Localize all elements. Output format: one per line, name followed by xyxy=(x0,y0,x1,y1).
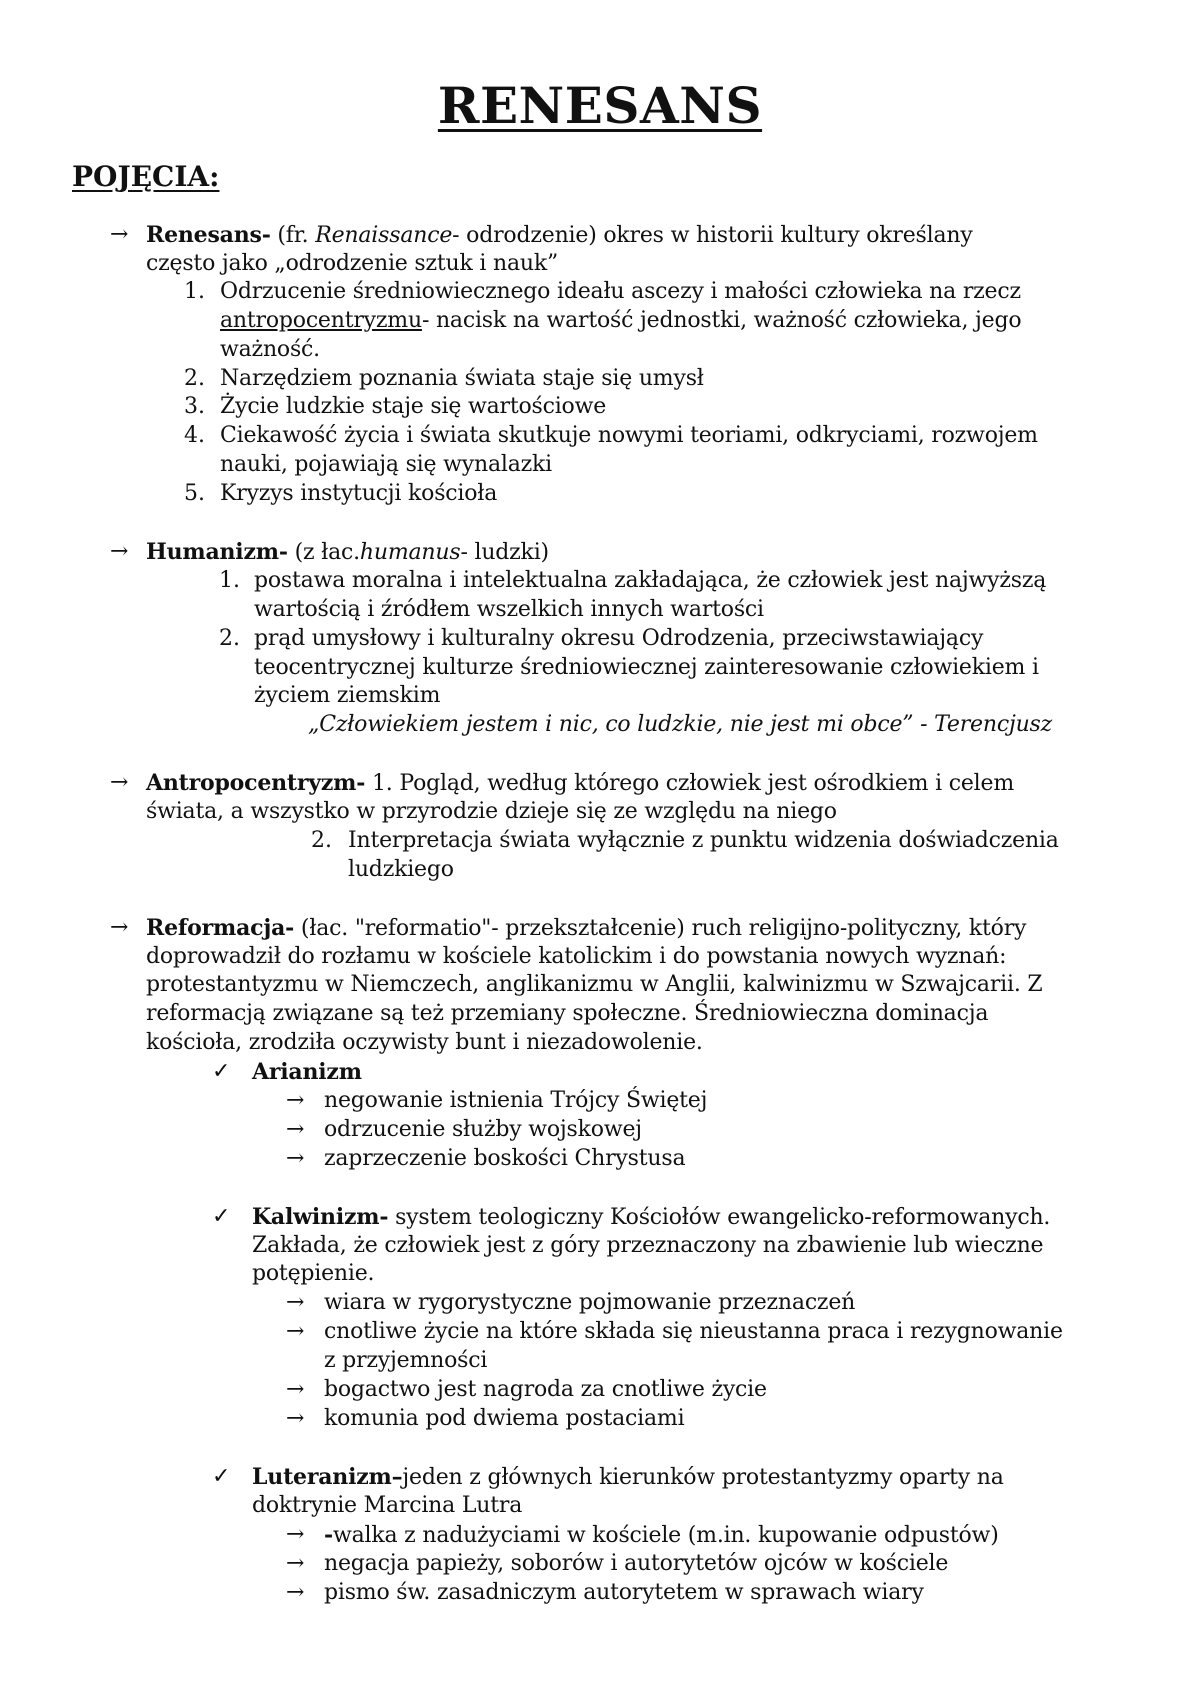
reformacja-definition-line-1: Reformacja- (łac. "reformatio"- przekształcenie) ruch religijno-polityczny, który xyxy=(146,915,1027,941)
list-item-continuation: życiem ziemskim xyxy=(254,683,441,708)
antropocentryzm-definition-line-1: Antropocentryzm- 1. Pogląd, według którego człowiek jest ośrodkiem i celem xyxy=(146,770,1014,796)
arrow-icon: → xyxy=(110,915,129,940)
list-item: Kryzys instytucji kościoła xyxy=(220,481,498,506)
arianizm-point: zaprzeczenie boskości Chrystusa xyxy=(324,1146,686,1171)
kalwinizm-point: cnotliwe życie na które składa się nieustanna praca i rezygnowanie xyxy=(324,1319,1063,1344)
luteranizm-point: pismo św. zasadniczym autorytetem w sprawach wiary xyxy=(324,1580,924,1605)
arianizm-point: odrzucenie służby wojskowej xyxy=(324,1117,642,1142)
arrow-icon: → xyxy=(286,1406,305,1431)
list-item: postawa moralna i intelektualna zakładająca, że człowiek jest najwyższą xyxy=(254,568,1047,593)
arrow-icon: → xyxy=(286,1088,305,1113)
reformacja-definition-line: kościoła, zrodziła oczywisty bunt i niezadowolenie. xyxy=(146,1030,703,1055)
antropocentryzm-definition-line-2: świata, a wszystko w przyrodzie dzieje się ze względu na niego xyxy=(146,799,837,824)
page-title: RENESANS xyxy=(437,76,763,135)
list-item: Życie ludzkie staje się wartościowe xyxy=(220,394,607,419)
list-number: 4. xyxy=(184,423,205,448)
renesans-definition-line-2: często jako „odrodzenie sztuk i nauk” xyxy=(146,251,559,276)
list-item-continuation: nauki, pojawiają się wynalazki xyxy=(220,452,552,477)
section-heading: POJĘCIA: xyxy=(72,160,220,193)
quote-terencjusz: „Człowiekiem jestem i nic, co ludzkie, nie jest mi obce” - Terencjusz xyxy=(308,712,1053,737)
arrow-icon: → xyxy=(110,222,129,247)
list-item: Narzędziem poznania świata staje się umysł xyxy=(220,366,704,391)
arrow-icon: → xyxy=(286,1146,305,1171)
arrow-icon: → xyxy=(286,1319,305,1344)
arrow-icon: → xyxy=(286,1290,305,1315)
list-number: 2. xyxy=(184,366,205,391)
reformacja-definition-line: protestantyzmu w Niemczech, anglikanizmu w Anglii, kalwinizmu w Szwajcarii. Z xyxy=(146,972,1043,997)
kalwinizm-definition-line-1: Kalwinizm- system teologiczny Kościołów ewangelicko-reformowanych. xyxy=(252,1204,1051,1230)
list-number: 2. xyxy=(219,626,240,651)
arianizm-point: negowanie istnienia Trójcy Świętej xyxy=(324,1088,708,1113)
term-luteranizm: Luteranizm– xyxy=(252,1464,403,1490)
kalwinizm-definition-line-3: potępienie. xyxy=(252,1261,375,1286)
term-humanizm: Humanizm- xyxy=(146,539,288,565)
arrow-icon: → xyxy=(110,770,129,795)
renesans-definition-line-1: Renesans- (fr. Renaissance- odrodzenie) okres w historii kultury określany xyxy=(146,222,973,248)
kalwinizm-point: wiara w rygorystyczne pojmowanie przeznaczeń xyxy=(324,1290,856,1315)
term-renesans: Renesans- xyxy=(146,222,271,248)
list-item: prąd umysłowy i kulturalny okresu Odrodzenia, przeciwstawiający xyxy=(254,626,984,651)
list-item-continuation: ludzkiego xyxy=(348,857,454,882)
term-arianizm: Arianizm xyxy=(252,1059,362,1085)
kalwinizm-point: komunia pod dwiema postaciami xyxy=(324,1406,685,1431)
list-number: 5. xyxy=(184,481,205,506)
term-kalwinizm: Kalwinizm- xyxy=(252,1204,389,1230)
list-item-continuation: ważność. xyxy=(220,337,320,362)
arrow-icon: → xyxy=(286,1117,305,1142)
list-number: 3. xyxy=(184,394,205,419)
arrow-icon: → xyxy=(286,1551,305,1576)
checkmark-icon: ✓ xyxy=(212,1464,231,1489)
checkmark-icon: ✓ xyxy=(212,1204,231,1229)
list-item-continuation: wartością i źródłem wszelkich innych wartości xyxy=(254,597,764,622)
list-item: Interpretacja świata wyłącznie z punktu widzenia doświadczenia xyxy=(348,828,1059,853)
term-antropocentryzm: Antropocentryzm- xyxy=(146,770,366,796)
list-item-continuation: teocentrycznej kulturze średniowiecznej zainteresowanie człowiekiem i xyxy=(254,655,1039,680)
checkmark-icon: ✓ xyxy=(212,1059,231,1084)
luteranizm-definition-line-2: doktrynie Marcina Lutra xyxy=(252,1493,523,1518)
list-number: 1. xyxy=(219,568,240,593)
arrow-icon: → xyxy=(286,1522,305,1547)
luteranizm-definition-line-1: Luteranizm–jeden z głównych kierunków protestantyzmy oparty na xyxy=(252,1464,1004,1490)
list-item-continuation: antropocentryzmu- nacisk na wartość jednostki, ważność człowieka, jego xyxy=(220,308,1022,333)
humanizm-definition-line-1: Humanizm- (z łac.humanus- ludzki) xyxy=(146,539,549,565)
list-item: Odrzucenie średniowiecznego ideału ascezy i małości człowieka na rzecz xyxy=(220,279,1021,304)
kalwinizm-point: bogactwo jest nagroda za cnotliwe życie xyxy=(324,1377,767,1402)
list-number: 1. xyxy=(184,279,205,304)
list-item: Ciekawość życia i świata skutkuje nowymi teoriami, odkryciami, rozwojem xyxy=(220,423,1038,448)
kalwinizm-point-continuation: z przyjemności xyxy=(324,1348,488,1373)
term-reformacja: Reformacja- xyxy=(146,915,295,941)
luteranizm-point: -walka z nadużyciami w kościele (m.in. kupowanie odpustów) xyxy=(324,1522,999,1548)
reformacja-definition-line: reformacją związane są też przemiany społeczne. Średniowieczna dominacja xyxy=(146,1001,989,1026)
arrow-icon: → xyxy=(286,1580,305,1605)
arrow-icon: → xyxy=(286,1377,305,1402)
reformacja-definition-line: doprowadził do rozłamu w kościele katolickim i do powstania nowych wyznań: xyxy=(146,944,1007,969)
arrow-icon: → xyxy=(110,539,129,564)
list-number: 2. xyxy=(311,828,332,853)
kalwinizm-definition-line-2: Zakłada, że człowiek jest z góry przeznaczony na zbawienie lub wieczne xyxy=(252,1233,1044,1258)
luteranizm-point: negacja papieży, soborów i autorytetów ojców w kościele xyxy=(324,1551,949,1576)
